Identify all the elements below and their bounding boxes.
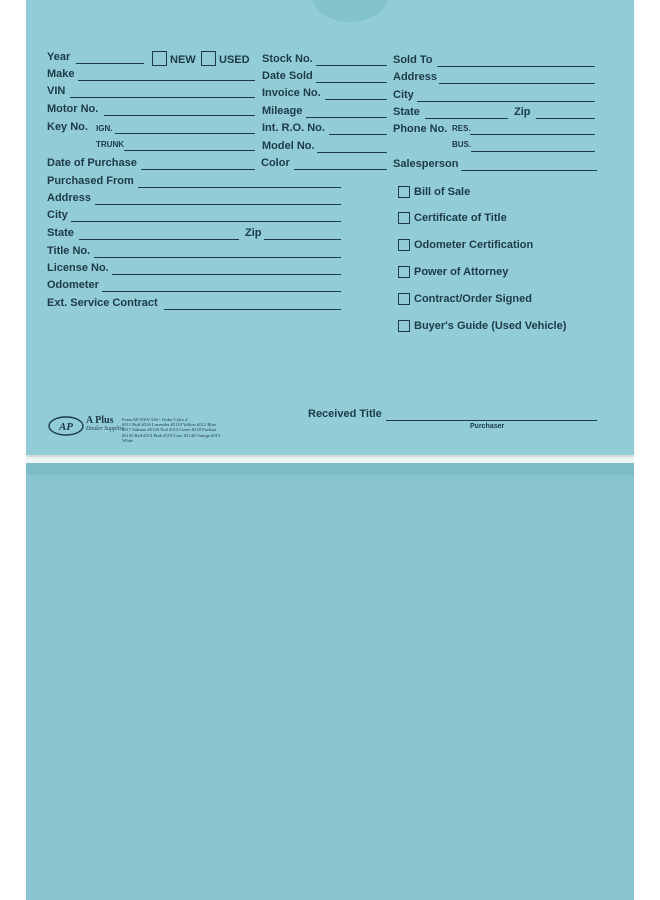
model-no-label: Model No.: [262, 140, 315, 152]
contract-order-signed-checkbox[interactable]: [398, 293, 410, 305]
folder-pocket: [26, 463, 634, 900]
address-label: Address: [393, 71, 438, 83]
salesperson-label: Salesperson: [393, 158, 459, 170]
salesperson-line[interactable]: [461, 170, 597, 171]
make-label: Make: [47, 68, 75, 80]
contract-order-signed-label: Contract/Order Signed: [414, 293, 532, 305]
city-line[interactable]: [417, 101, 595, 102]
buyers-guide-checkbox[interactable]: [398, 320, 410, 332]
purchase-state-line[interactable]: [79, 239, 239, 240]
thumb-cut: [312, 0, 388, 22]
zip-line[interactable]: [536, 118, 595, 119]
state-label: State: [393, 106, 420, 118]
bus-line[interactable]: [471, 151, 595, 152]
trunk-line[interactable]: [124, 150, 255, 151]
motor-no-line[interactable]: [104, 115, 255, 116]
motor-no-label: Motor No.: [47, 103, 99, 115]
sold-to-line[interactable]: [437, 66, 595, 67]
power-of-attorney-label: Power of Attorney: [414, 266, 509, 278]
odometer-certification-checkbox[interactable]: [398, 239, 410, 251]
sold-to-label: Sold To: [393, 54, 433, 66]
new-label: NEW: [170, 54, 196, 66]
zip-label: Zip: [514, 106, 531, 118]
year-line[interactable]: [76, 63, 144, 64]
certificate-of-title-checkbox[interactable]: [398, 212, 410, 224]
odometer-certification-label: Odometer Certification: [414, 239, 534, 251]
odometer-line[interactable]: [102, 291, 341, 292]
purchase-city-line[interactable]: [71, 221, 341, 222]
new-checkbox[interactable]: [152, 51, 167, 66]
mileage-line[interactable]: [306, 117, 387, 118]
date-sold-line[interactable]: [316, 82, 387, 83]
invoice-no-label: Invoice No.: [262, 87, 321, 99]
ign-line[interactable]: [115, 133, 255, 134]
license-no-line[interactable]: [112, 274, 341, 275]
date-of-purchase-label: Date of Purchase: [47, 157, 137, 169]
purchaser-label: Purchaser: [470, 423, 505, 430]
purchased-from-label: Purchased From: [47, 175, 134, 187]
state-line[interactable]: [425, 118, 508, 119]
invoice-no-line[interactable]: [325, 99, 387, 100]
date-of-purchase-line[interactable]: [141, 169, 255, 170]
title-no-label: Title No.: [47, 245, 91, 257]
stock-no-line[interactable]: [316, 65, 387, 66]
mileage-label: Mileage: [262, 105, 303, 117]
ext-service-contract-label: Ext. Service Contract: [47, 297, 158, 309]
bus-label: BUS.: [452, 140, 472, 149]
license-no-label: License No.: [47, 262, 109, 274]
purchase-state-label: State: [47, 227, 74, 239]
purchase-zip-label: Zip: [245, 227, 262, 239]
odometer-label: Odometer: [47, 279, 99, 291]
trunk-label: TRUNK: [96, 140, 124, 149]
vin-line[interactable]: [70, 97, 255, 98]
received-title-line[interactable]: [386, 420, 597, 421]
purchase-zip-line[interactable]: [264, 239, 341, 240]
pocket-edge-shadow: [26, 463, 634, 475]
vin-label: VIN: [47, 85, 66, 97]
phone-no-label: Phone No.: [393, 123, 448, 135]
received-title-label: Received Title: [308, 408, 382, 420]
folder-fold-gap: [26, 455, 634, 463]
used-label: USED: [219, 54, 250, 66]
stock-no-label: Stock No.: [262, 53, 313, 65]
purchased-from-line[interactable]: [138, 187, 341, 188]
buyers-guide-label: Buyer's Guide (Used Vehicle): [414, 320, 567, 332]
year-label: Year: [47, 51, 71, 63]
a-plus-logo-icon: [48, 416, 84, 436]
color-label: Color: [261, 157, 290, 169]
res-line[interactable]: [470, 134, 595, 135]
purchase-address-line[interactable]: [95, 204, 341, 205]
int-ro-no-line[interactable]: [329, 134, 387, 135]
date-sold-label: Date Sold: [262, 70, 313, 82]
brand-name: A Plus: [86, 415, 114, 426]
key-no-label: Key No.: [47, 121, 88, 133]
power-of-attorney-checkbox[interactable]: [398, 266, 410, 278]
title-no-line[interactable]: [94, 257, 341, 258]
res-label: RES.: [452, 124, 471, 133]
ext-service-contract-line[interactable]: [164, 309, 341, 310]
certificate-of-title-label: Certificate of Title: [414, 212, 507, 224]
ign-label: IGN.: [96, 124, 113, 133]
int-ro-no-label: Int. R.O. No.: [262, 122, 325, 134]
bill-of-sale-label: Bill of Sale: [414, 186, 471, 198]
city-label: City: [393, 89, 414, 101]
address-line[interactable]: [439, 83, 595, 84]
purchase-city-label: City: [47, 209, 68, 221]
brand-tagline: Dealer Supplies: [86, 426, 125, 432]
form-number-line: Form AP-DSA-546 • Order Color #: [122, 417, 188, 422]
model-no-line[interactable]: [317, 152, 387, 153]
purchase-address-label: Address: [47, 192, 92, 204]
order-colors-list: #511 Buff #516 Lavender #5110 Yellow #512 Blue #517 Salmon #5120 Teal #513 Green #518 Fuchsia #5130 Red #514 Pink #519 Gray #5140 Orange #515 White: [122, 422, 221, 443]
color-line[interactable]: [294, 169, 387, 170]
logo-text: AP: [58, 421, 74, 433]
bill-of-sale-checkbox[interactable]: [398, 186, 410, 198]
form-number-block: [122, 417, 222, 443]
used-checkbox[interactable]: [201, 51, 216, 66]
make-line[interactable]: [78, 80, 255, 81]
folder-flap: [26, 0, 634, 455]
